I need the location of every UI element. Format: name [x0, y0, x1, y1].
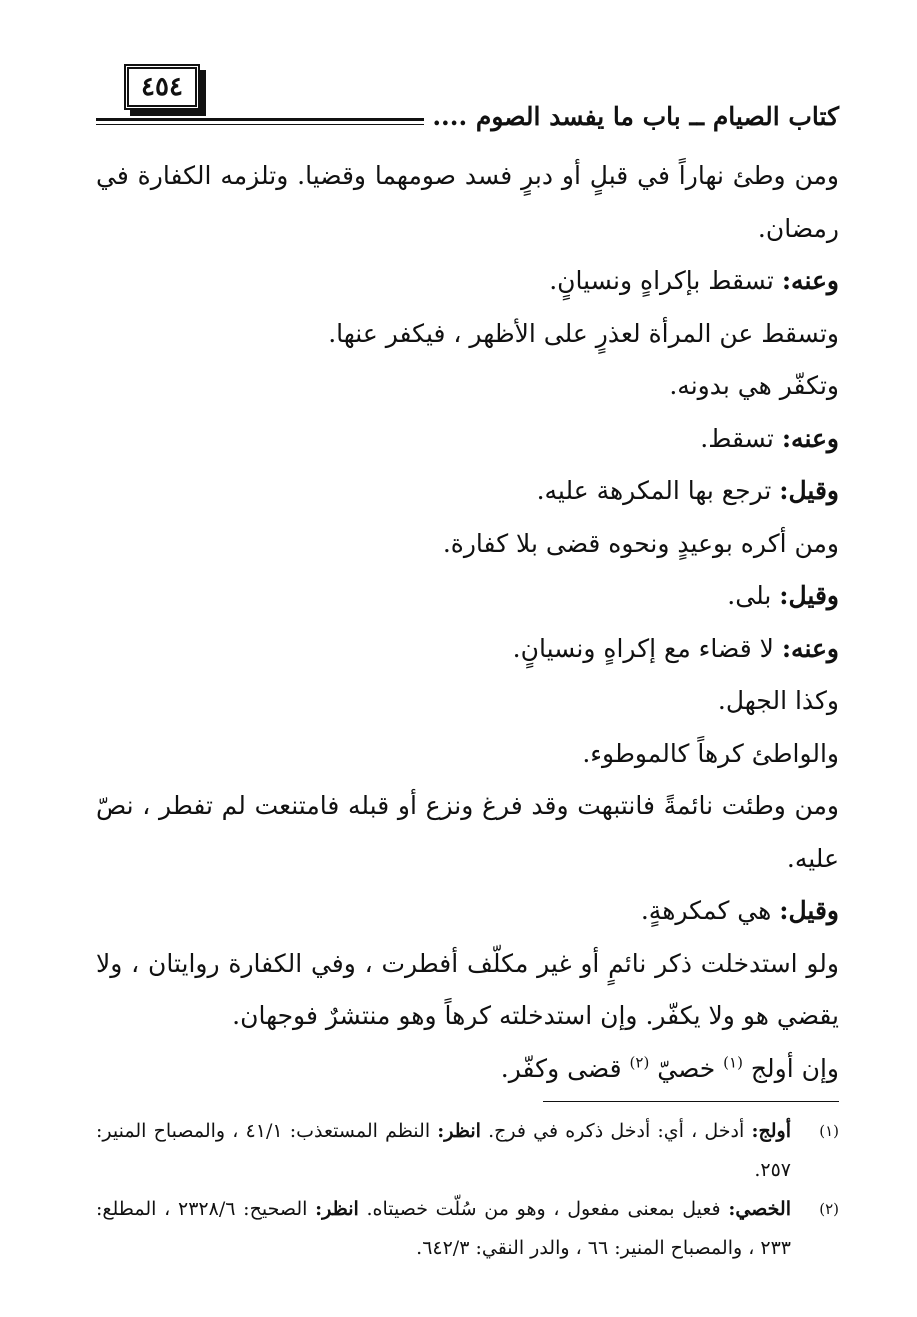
footnote-number: (٢) — [819, 1200, 839, 1218]
paragraph: وتسقط عن المرأة لعذرٍ على الأظهر ، فيكفر عنها. — [328, 318, 839, 348]
paragraph-lead: وعنه: — [781, 423, 839, 453]
footnote: (٢) الخصي: فعيل بمعنى مفعول ، وهو من سُلّت خصيتاه. انظر: الصحيح: ٢٣٢٨/٦ ، المطلع: ٢٣٣ ، والمصباح المنير: ٦٦ ، والدر النقي: ٦٤٢/٣. — [96, 1190, 839, 1268]
paragraph: وتكفّر هي بدونه. — [669, 371, 839, 400]
footnote-number: (١) — [819, 1122, 839, 1140]
footnote-separator — [543, 1101, 839, 1102]
footnote-term: الخصي: — [728, 1198, 791, 1220]
paragraph: وعنه: تسقط بإكراهٍ ونسيانٍ. — [549, 266, 839, 295]
running-title: كتاب الصيام ــ باب ما يفسد الصوم .... — [424, 102, 839, 131]
footnote-ref[interactable]: (٢) — [629, 1053, 650, 1072]
page-number: ٤٥٤ — [124, 64, 200, 110]
page-header — [96, 62, 839, 132]
paragraph-lead: وقيل: — [779, 896, 839, 925]
paragraph: ومن وطئ نهاراً في قبلٍ أو دبرٍ فسد صومهما وقضيا. وتلزمه الكفارة في رمضان. — [96, 161, 839, 243]
paragraph: وقيل: بلى. — [727, 581, 839, 610]
paragraph-lead: وقيل: — [779, 581, 839, 610]
footnote-term: أولج: — [751, 1120, 791, 1142]
footnotes — [96, 1112, 839, 1268]
footnote-see: انظر: — [315, 1198, 359, 1220]
footnote-see: انظر: — [437, 1120, 481, 1142]
paragraph-lead: وعنه: — [781, 266, 839, 295]
paragraph: ومن أكره بوعيدٍ ونحوه قضى بلا كفارة. — [442, 528, 839, 558]
paragraph-lead: وعنه: — [781, 633, 839, 663]
main-text — [96, 150, 839, 1095]
paragraph: والواطئ كرهاً كالموطوء. — [582, 738, 839, 768]
paragraph: ومن وطئت نائمةً فانتبهت وقد فرغ ونزع أو قبله فامتنعت لم تفطر ، نصّ عليه. — [96, 791, 839, 873]
footnote-ref[interactable]: (١) — [723, 1053, 743, 1072]
paragraph: وكذا الجهل. — [717, 686, 839, 715]
footnote: (١) أولج: أدخل ، أي: أدخل ذكره في فرج. انظر: النظم المستعذب: ٤١/١ ، والمصباح المنير: ٢٥٧. — [96, 1112, 839, 1190]
paragraph-last: وإن أولج $^{(١)}$ خصيّ $^{(٢)}$ قضى وكفّر. — [500, 1053, 839, 1083]
paragraph: وقيل: ترجع بها المكرهة عليه. — [536, 476, 839, 505]
paragraph: وعنه: لا قضاء مع إكراهٍ ونسيانٍ. — [512, 633, 839, 663]
paragraph: وعنه: تسقط. — [700, 423, 839, 453]
paragraph: ولو استدخلت ذكر نائمٍ أو غير مكلّف أفطرت ، وفي الكفارة روايتان ، ولا يقضي هو ولا يكفّر. وإن استدخلته كرهاً وهو منتشرٌ فوجهان. — [96, 948, 839, 1030]
paragraph: وقيل: هي كمكرهةٍ. — [640, 896, 839, 925]
paragraph-lead: وقيل: — [779, 476, 839, 505]
